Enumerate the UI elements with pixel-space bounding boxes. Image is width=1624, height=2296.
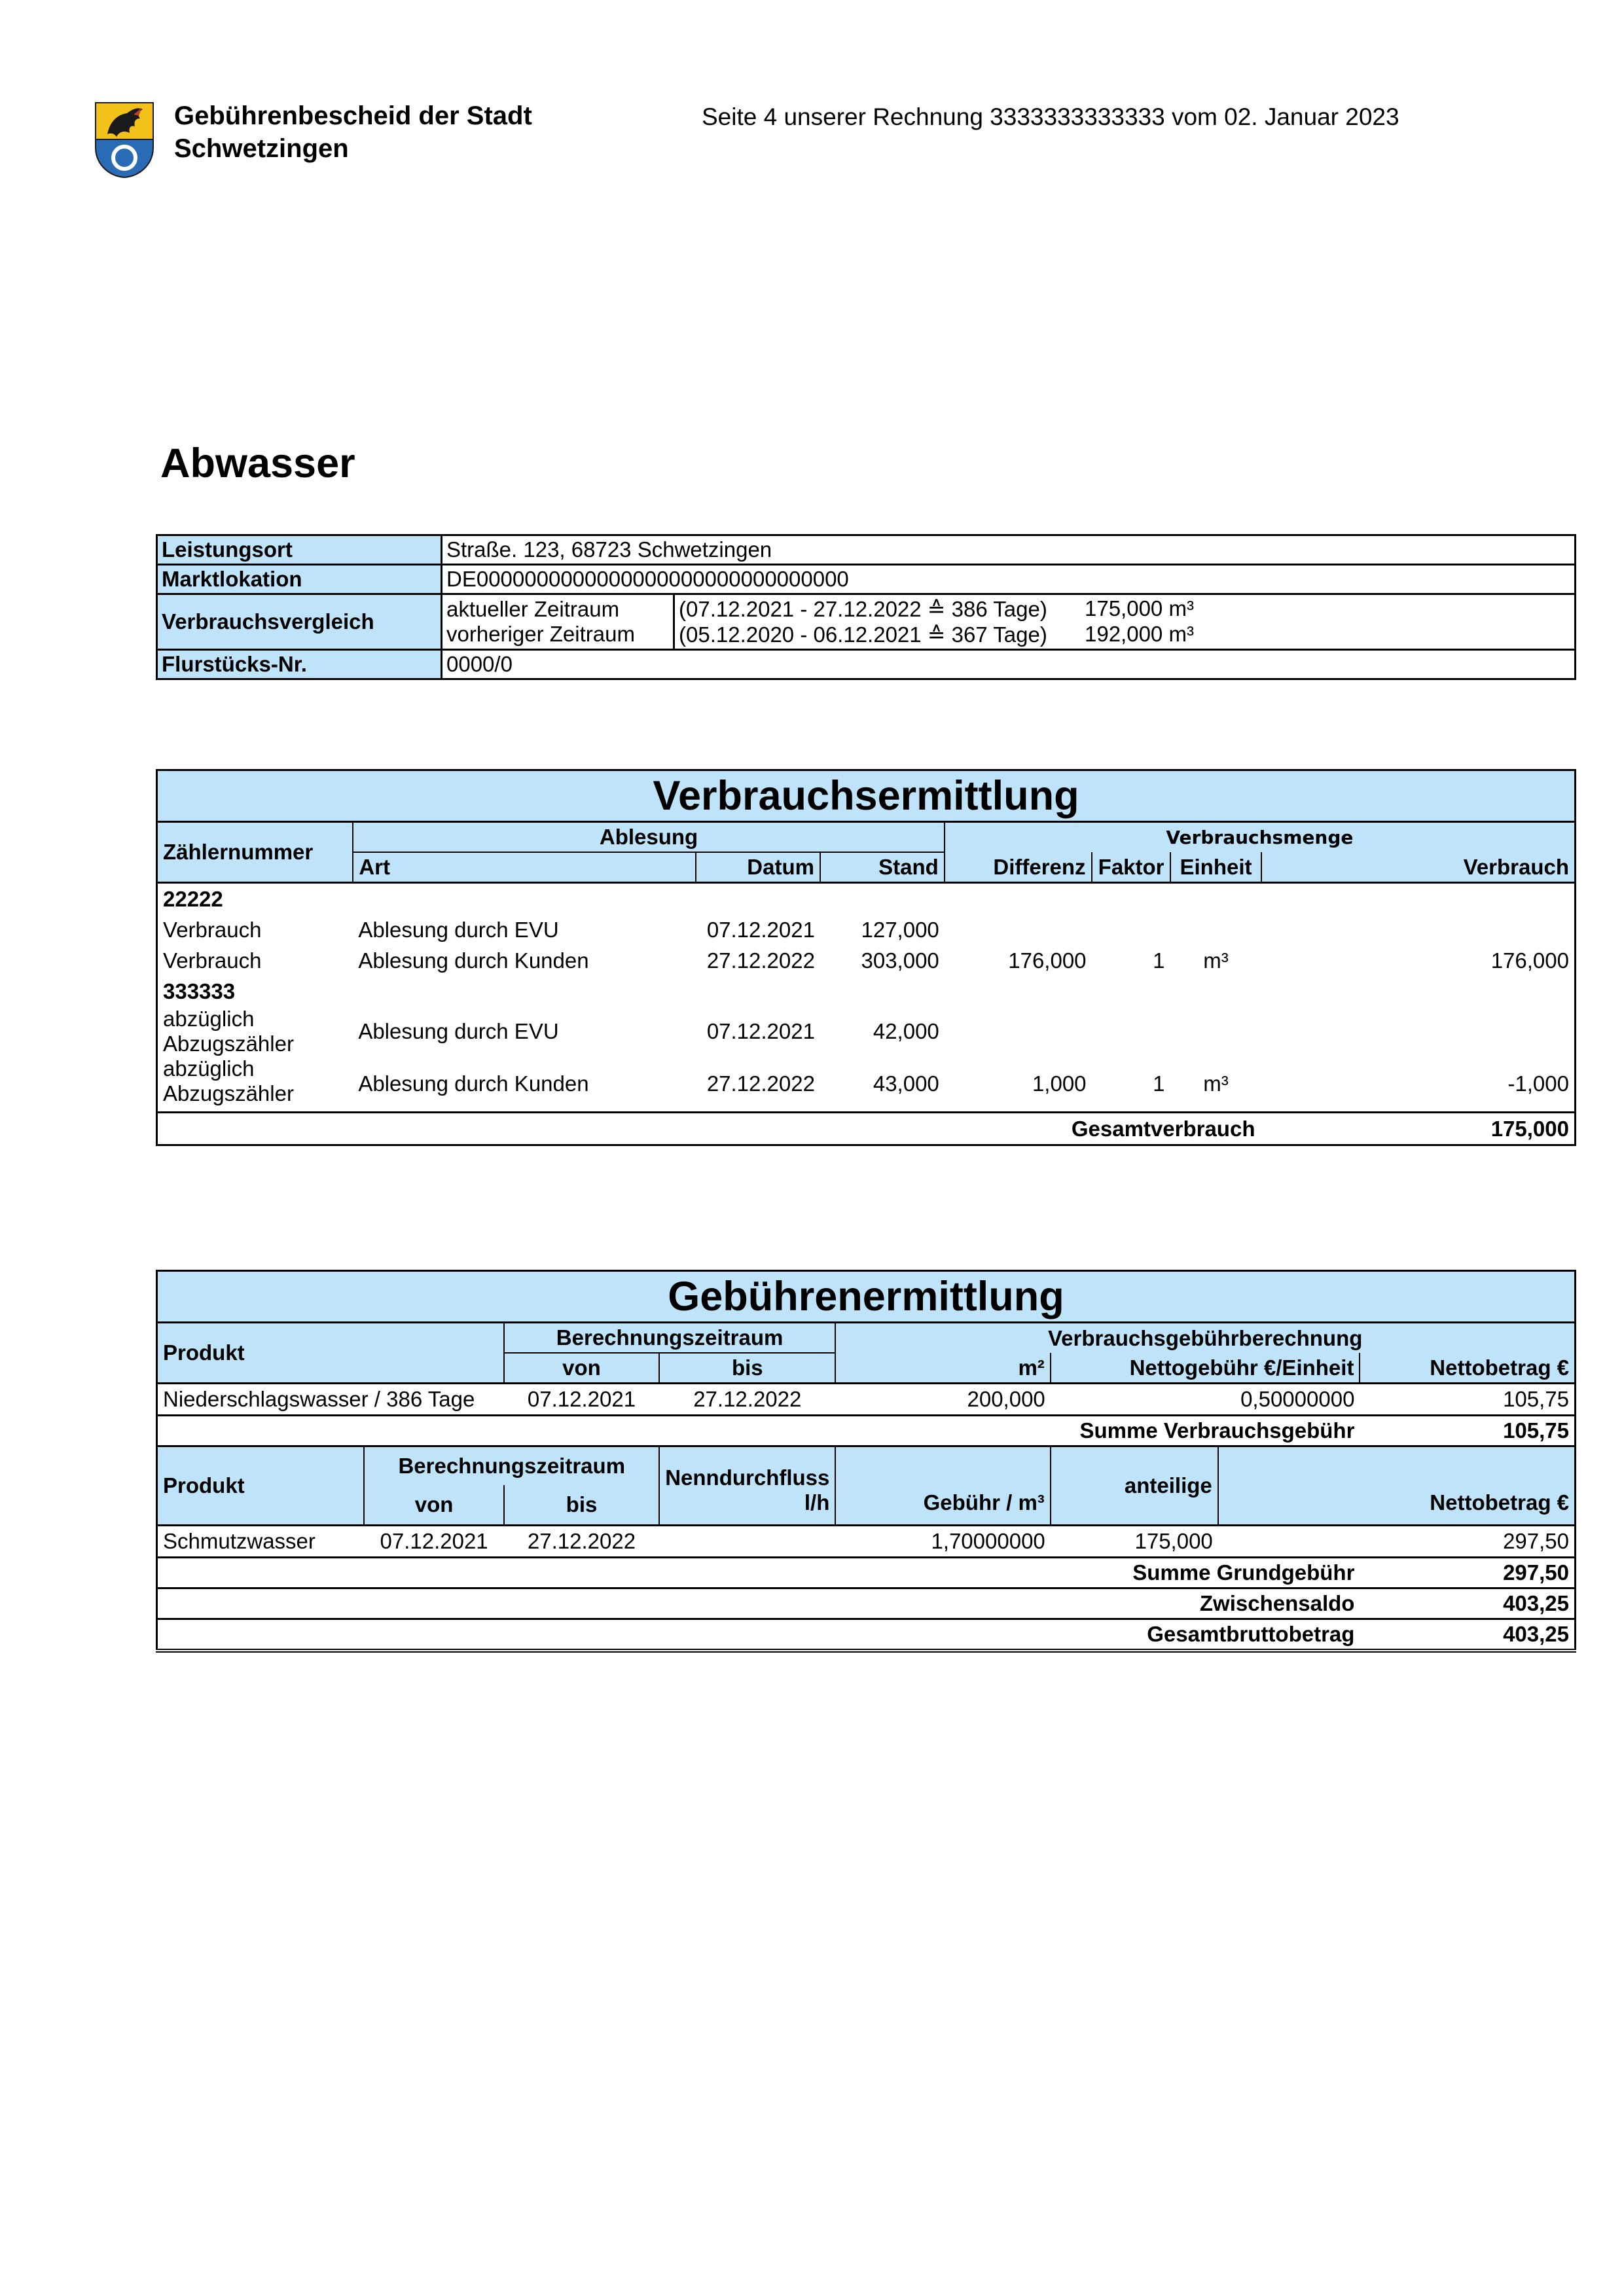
fee2-bis: 27.12.2022 xyxy=(504,1526,659,1558)
comparison-period-values xyxy=(674,594,1576,650)
fees-col-bis: bis xyxy=(659,1353,835,1384)
col-stand: Stand xyxy=(820,852,945,883)
summe-verbrauch-label: Summe Verbrauchsgebühr xyxy=(157,1416,1360,1446)
col-group-ablesung: Ablesung xyxy=(353,822,944,853)
row-art: Ablesung durch Kunden xyxy=(358,1071,589,1096)
fees2-col-produkt: Produkt xyxy=(157,1446,365,1526)
fee-von: 07.12.2021 xyxy=(504,1384,659,1416)
fees2-col-anteilige: anteilige xyxy=(1051,1446,1218,1526)
info-row-verbrauchsvergleich xyxy=(157,594,1576,650)
row-verbrauch: -1,000 xyxy=(1261,1056,1575,1113)
section-title: Abwasser xyxy=(160,440,355,486)
total-label: Gesamtverbrauch xyxy=(157,1113,1262,1145)
row-type: abzüglich Abzugszähler xyxy=(157,1056,353,1113)
comparison-period-labels xyxy=(442,594,674,650)
summe-grund-value: 297,50 xyxy=(1360,1558,1575,1588)
zwischensaldo-row xyxy=(157,1588,1576,1619)
fee-bis: 27.12.2022 xyxy=(659,1384,835,1416)
verbrauchsvergleich-label: Verbrauchsvergleich xyxy=(157,594,442,650)
col-differenz: Differenz xyxy=(945,852,1092,883)
row-datum: 07.12.2021 xyxy=(706,1019,815,1043)
col-faktor: Faktor xyxy=(1092,852,1170,883)
previous-period-label: vorheriger Zeitraum xyxy=(446,622,635,646)
meter-number: 333333 xyxy=(157,976,353,1007)
fees2-col-nettobetrag: Nettobetrag € xyxy=(1218,1446,1576,1526)
row-verbrauch xyxy=(1261,1007,1575,1056)
invoice-page-reference: Seite 4 unserer Rechnung 3333333333333 vom 02. Januar 2023 xyxy=(702,103,1399,130)
fees2-col-gebuehr: Gebühr / m³ xyxy=(835,1446,1050,1526)
col-einheit: Einheit xyxy=(1170,852,1262,883)
row-stand: 127,000 xyxy=(861,917,939,942)
current-period-range: (07.12.2021 - 27.12.2022 ≙ 386 Tage) xyxy=(679,597,1047,621)
row-art: Ablesung durch EVU xyxy=(358,917,559,942)
row-datum: 27.12.2022 xyxy=(706,1071,815,1096)
row-einheit: m³ xyxy=(1203,1071,1229,1096)
fees-col-m2: m² xyxy=(835,1353,1050,1384)
table-row xyxy=(157,1384,1576,1416)
fee-produkt: Niederschlagswasser / 386 Tage xyxy=(157,1384,504,1416)
meter-header-row xyxy=(157,883,1576,915)
fees-title: Gebührenermittlung xyxy=(157,1271,1576,1323)
consumption-title: Verbrauchsermittlung xyxy=(157,770,1576,822)
zwischensaldo-value: 403,25 xyxy=(1360,1588,1575,1619)
consumption-table xyxy=(156,769,1576,1146)
row-einheit: m³ xyxy=(1203,948,1229,973)
fee2-von: 07.12.2021 xyxy=(364,1526,503,1558)
fees-col-produkt: Produkt xyxy=(157,1323,504,1384)
meter-number: 22222 xyxy=(157,883,353,915)
meter-header-row xyxy=(157,976,1576,1007)
flurstueck-label: Flurstücks-Nr. xyxy=(157,650,442,679)
fee2-produkt: Schmutzwasser xyxy=(157,1526,365,1558)
summe-verbrauch-value: 105,75 xyxy=(1360,1416,1575,1446)
current-period-label: aktueller Zeitraum xyxy=(446,597,620,621)
table-row xyxy=(157,1056,1576,1113)
info-row-flurstueck xyxy=(157,650,1576,679)
row-differenz: 176,000 xyxy=(1008,948,1087,973)
col-datum: Datum xyxy=(696,852,820,883)
service-info-table xyxy=(156,534,1576,680)
info-row-marktlokation xyxy=(157,565,1576,594)
row-datum: 27.12.2022 xyxy=(706,948,815,973)
row-art: Ablesung durch EVU xyxy=(358,1019,559,1043)
fees-col-von: von xyxy=(504,1353,659,1384)
table-row xyxy=(157,1526,1576,1558)
row-verbrauch xyxy=(1261,914,1575,945)
table-row xyxy=(157,914,1576,945)
row-type: Verbrauch xyxy=(157,945,353,976)
row-differenz xyxy=(945,914,1092,945)
row-faktor: 1 xyxy=(1153,1071,1165,1096)
issuer-title: Gebührenbescheid der Stadt Schwetzingen xyxy=(174,101,532,163)
fees-col-berechnung: Verbrauchsgebührberechnung xyxy=(835,1323,1575,1354)
row-art: Ablesung durch Kunden xyxy=(358,948,589,973)
col-art: Art xyxy=(353,852,696,883)
fees-col-zeitraum: Berechnungszeitraum xyxy=(504,1323,836,1354)
fees-table xyxy=(156,1270,1576,1653)
previous-period-range: (05.12.2020 - 06.12.2021 ≙ 367 Tage) xyxy=(679,622,1047,647)
fee2-gebuehr: 1,70000000 xyxy=(835,1526,1050,1558)
col-verbrauch: Verbrauch xyxy=(1261,852,1575,883)
row-einheit xyxy=(1170,914,1262,945)
leistungsort-label: Leistungsort xyxy=(157,535,442,565)
row-einheit xyxy=(1170,1007,1262,1056)
gesamtbrutto-row xyxy=(157,1619,1576,1651)
total-value: 175,000 xyxy=(1261,1113,1575,1145)
fees2-col-nenndurchfluss: Nenndurchfluss l/h xyxy=(659,1446,835,1526)
row-faktor xyxy=(1092,1007,1170,1056)
leistungsort-value: Straße. 123, 68723 Schwetzingen xyxy=(442,535,1576,565)
gesamtbrutto-label: Gesamtbruttobetrag xyxy=(157,1619,1360,1651)
row-differenz xyxy=(945,1007,1092,1056)
summe-grund-label: Summe Grundgebühr xyxy=(157,1558,1360,1588)
current-period-amount: 175,000 m³ xyxy=(1085,596,1194,620)
fees-col-netto-einheit: Nettogebühr €/Einheit xyxy=(1051,1353,1360,1384)
row-stand: 42,000 xyxy=(873,1019,939,1043)
col-group-verbrauchsmenge: Verbrauchsmenge xyxy=(945,822,1576,853)
summe-grundgebuehr-row xyxy=(157,1558,1576,1588)
row-datum: 07.12.2021 xyxy=(706,917,815,942)
table-row xyxy=(157,1007,1576,1056)
previous-period-amount: 192,000 m³ xyxy=(1085,622,1194,646)
fee-m2: 200,000 xyxy=(835,1384,1050,1416)
gesamtbrutto-value: 403,25 xyxy=(1360,1619,1575,1651)
total-row xyxy=(157,1113,1576,1145)
row-stand: 303,000 xyxy=(861,948,939,973)
flurstueck-value: 0000/0 xyxy=(442,650,1576,679)
row-type: abzüglich Abzugszähler xyxy=(157,1007,353,1056)
row-differenz: 1,000 xyxy=(1032,1071,1087,1096)
row-stand: 43,000 xyxy=(873,1071,939,1096)
fee-nettobetrag: 105,75 xyxy=(1360,1384,1575,1416)
row-verbrauch: 176,000 xyxy=(1261,945,1575,976)
row-faktor xyxy=(1092,914,1170,945)
fee2-anteilige: 175,000 xyxy=(1051,1526,1218,1558)
summe-verbrauchsgebuehr-row xyxy=(157,1416,1576,1446)
row-type: Verbrauch xyxy=(157,914,353,945)
fees2-col-bis: bis xyxy=(504,1485,659,1526)
marktlokation-label: Marktlokation xyxy=(157,565,442,594)
city-coat-of-arms-logo xyxy=(94,101,154,179)
fee2-nenndurchfluss xyxy=(659,1526,835,1558)
fee2-nettobetrag: 297,50 xyxy=(1218,1526,1576,1558)
fees2-col-von: von xyxy=(364,1485,503,1526)
row-faktor: 1 xyxy=(1153,948,1165,973)
table-row xyxy=(157,945,1576,976)
fee-netto-einheit: 0,50000000 xyxy=(1051,1384,1360,1416)
fees-col-nettobetrag: Nettobetrag € xyxy=(1360,1353,1575,1384)
fees2-col-zeitraum: Berechnungszeitraum xyxy=(364,1446,659,1486)
info-row-leistungsort xyxy=(157,535,1576,565)
marktlokation-value: DE0000000000000000000000000000000 xyxy=(442,565,1576,594)
col-zaehlernummer: Zählernummer xyxy=(157,822,353,883)
zwischensaldo-label: Zwischensaldo xyxy=(157,1588,1360,1619)
